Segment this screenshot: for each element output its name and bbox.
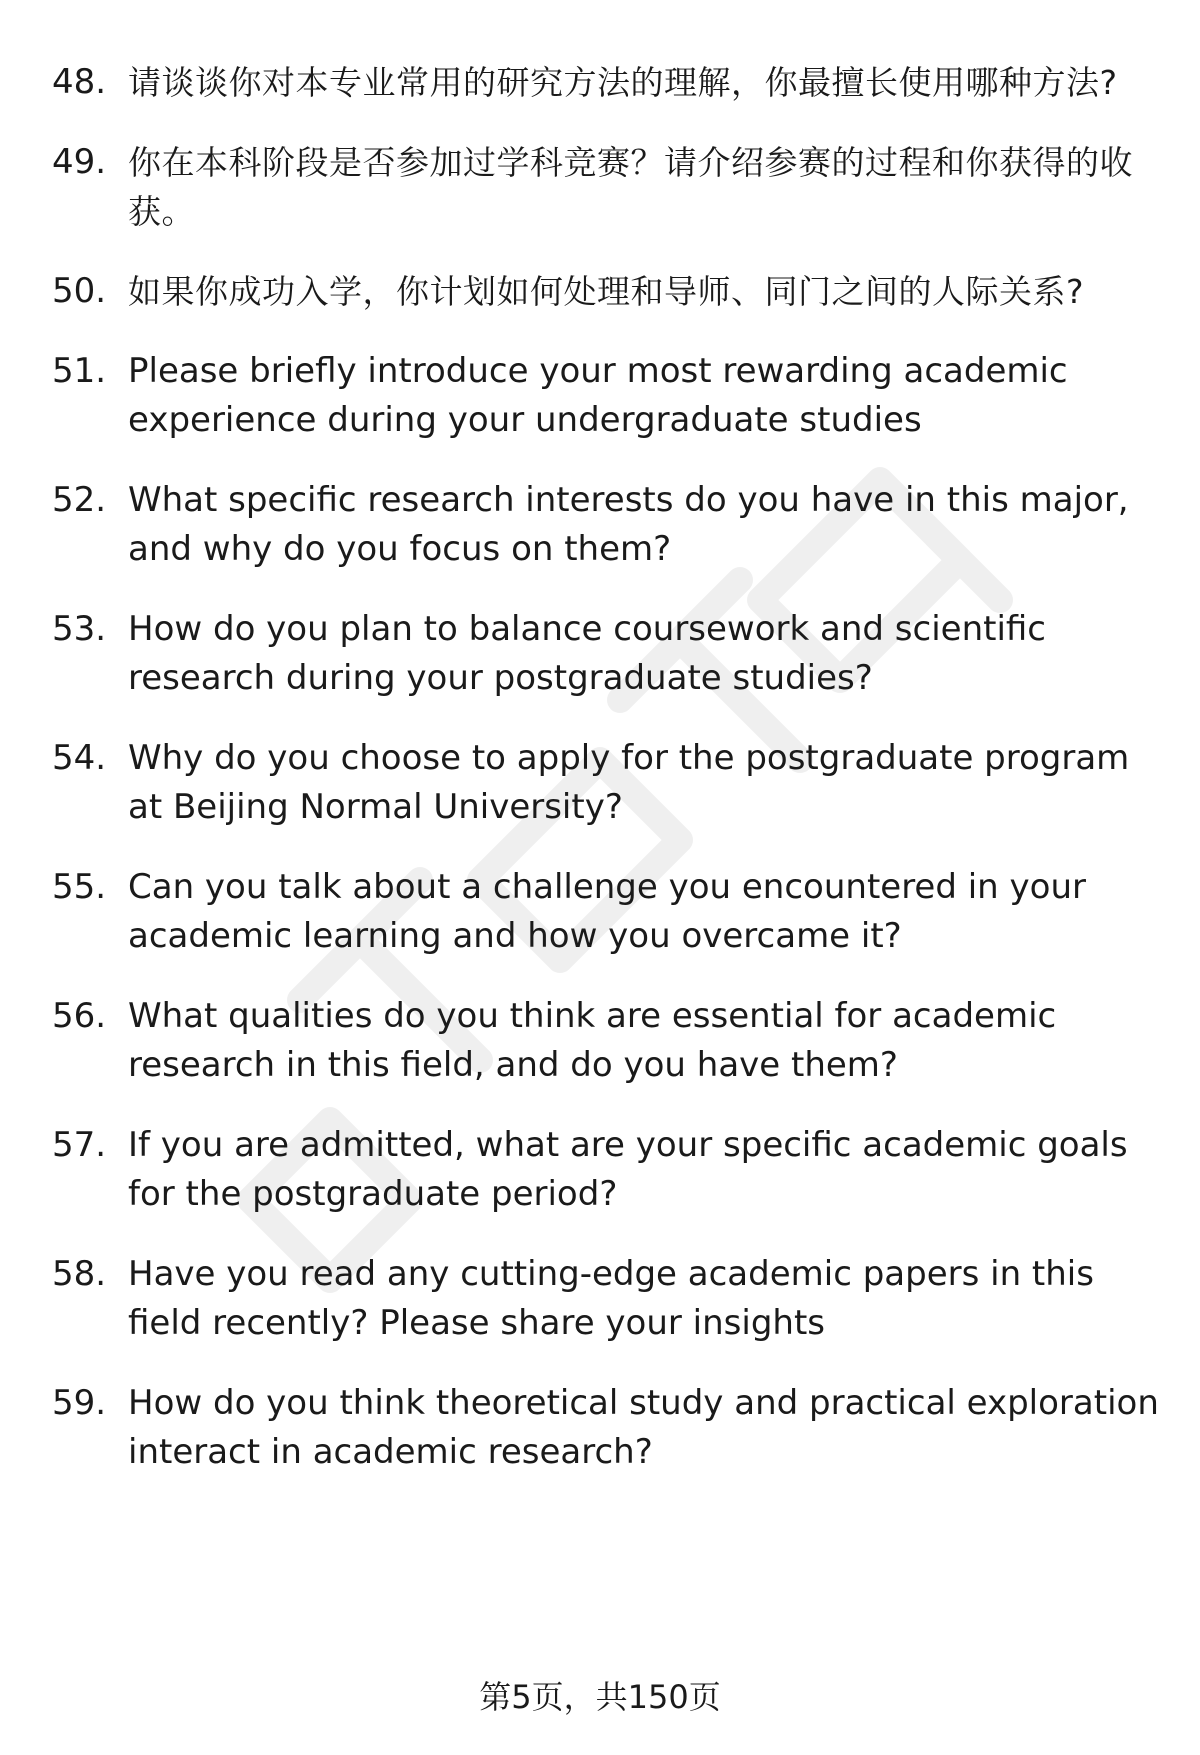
question-list: [52, 58, 1162, 1508]
question-text: Can you talk about a challenge you encountered in your academic learning and how you overcame it?: [128, 867, 1086, 956]
question-number: 52.: [52, 480, 107, 520]
list-item: [52, 267, 1162, 316]
page-footer: 第5页，共150页: [479, 1678, 721, 1716]
question-number: 56.: [52, 996, 107, 1036]
list-item: [52, 58, 1162, 107]
question-text: How do you plan to balance coursework and scientific research during your postgraduate studies?: [128, 609, 1046, 698]
question-text: If you are admitted, what are your specific academic goals for the postgraduate period?: [128, 1125, 1128, 1214]
list-item: [52, 1121, 1162, 1219]
question-text: 如果你成功入学，你计划如何处理和导师、同门之间的人际关系?: [128, 272, 1085, 311]
question-text: Please briefly introduce your most rewarding academic experience during your undergraduate studies: [128, 351, 1068, 440]
question-text: How do you think theoretical study and practical exploration interact in academic research?: [128, 1383, 1159, 1472]
list-item: [52, 138, 1162, 236]
question-number: 53.: [52, 609, 107, 649]
question-number: 57.: [52, 1125, 107, 1165]
list-item: [52, 1250, 1162, 1348]
list-item: [52, 476, 1162, 574]
question-text: What qualities do you think are essential for academic research in this field, and do you have them?: [128, 996, 1057, 1085]
question-number: 48.: [52, 62, 107, 102]
question-number: 55.: [52, 867, 107, 907]
question-text: Why do you choose to apply for the postgraduate program at Beijing Normal University?: [128, 738, 1130, 827]
list-item: [52, 1379, 1162, 1477]
list-item: [52, 605, 1162, 703]
question-number: 59.: [52, 1383, 107, 1423]
list-item: [52, 992, 1162, 1090]
list-item: [52, 863, 1162, 961]
question-number: 51.: [52, 351, 107, 391]
question-number: 58.: [52, 1254, 107, 1294]
list-item: [52, 734, 1162, 832]
question-number: 50.: [52, 271, 107, 311]
question-text: 请谈谈你对本专业常用的研究方法的理解，你最擅长使用哪种方法?: [128, 63, 1118, 102]
question-text: Have you read any cutting-edge academic papers in this field recently? Please share your insights: [128, 1254, 1094, 1343]
list-item: [52, 347, 1162, 445]
question-number: 49.: [52, 142, 107, 182]
question-text: 你在本科阶段是否参加过学科竞赛？请介绍参赛的过程和你获得的收获。: [128, 143, 1133, 231]
question-number: 54.: [52, 738, 107, 778]
question-text: What specific research interests do you have in this major, and why do you focus on them?: [128, 480, 1129, 569]
